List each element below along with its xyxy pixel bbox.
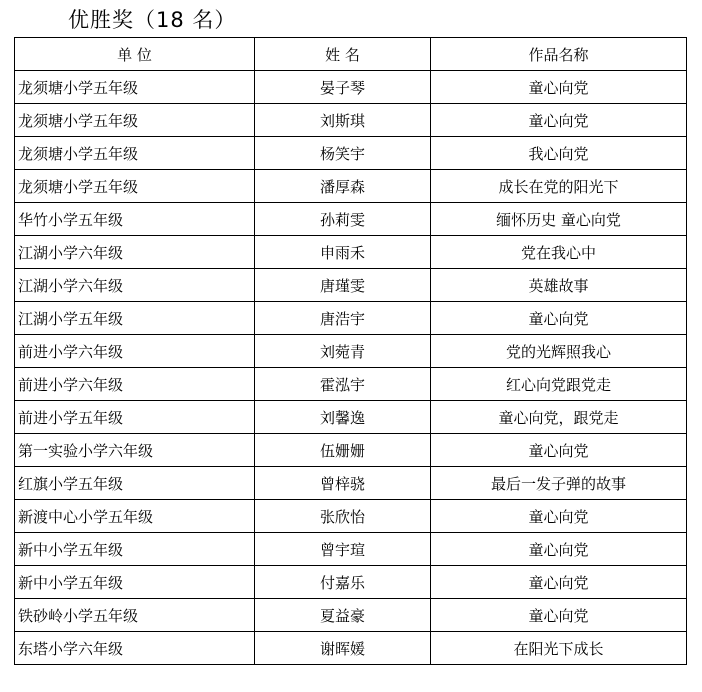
table-row [15,269,687,302]
header-unit: 单 位 [15,38,255,71]
table-row [15,533,687,566]
cell-name: 申雨禾 [255,236,431,269]
table-row [15,599,687,632]
cell-work: 童心向党 [431,566,687,599]
cell-unit: 龙须塘小学五年级 [15,104,255,137]
cell-work: 党在我心中 [431,236,687,269]
cell-work: 童心向党 [431,302,687,335]
cell-name: 唐浩宇 [255,302,431,335]
cell-unit: 江湖小学六年级 [15,269,255,302]
cell-unit: 红旗小学五年级 [15,467,255,500]
cell-work: 童心向党，跟党走 [431,401,687,434]
cell-work: 童心向党 [431,104,687,137]
cell-name: 潘厚森 [255,170,431,203]
cell-name: 曾宇瑄 [255,533,431,566]
table-row [15,566,687,599]
cell-work: 缅怀历史 童心向党 [431,203,687,236]
cell-work: 我心向党 [431,137,687,170]
cell-name: 孙莉雯 [255,203,431,236]
cell-unit: 前进小学六年级 [15,335,255,368]
table-row [15,434,687,467]
page-title: 优胜奖（18 名） [68,8,237,32]
cell-work: 英雄故事 [431,269,687,302]
cell-name: 夏益豪 [255,599,431,632]
cell-work: 童心向党 [431,500,687,533]
cell-name: 伍姗姗 [255,434,431,467]
cell-name: 谢晖媛 [255,632,431,665]
cell-work: 党的光辉照我心 [431,335,687,368]
cell-unit: 新中小学五年级 [15,566,255,599]
cell-unit: 东塔小学六年级 [15,632,255,665]
cell-unit: 龙须塘小学五年级 [15,137,255,170]
cell-unit: 龙须塘小学五年级 [15,71,255,104]
cell-unit: 铁砂岭小学五年级 [15,599,255,632]
cell-work: 红心向党跟党走 [431,368,687,401]
cell-name: 曾梓骁 [255,467,431,500]
table-row [15,632,687,665]
table-row [15,368,687,401]
cell-work: 在阳光下成长 [431,632,687,665]
cell-work: 成长在党的阳光下 [431,170,687,203]
cell-work: 童心向党 [431,434,687,467]
cell-work: 童心向党 [431,533,687,566]
cell-name: 杨笑宇 [255,137,431,170]
table-row [15,137,687,170]
cell-unit: 前进小学六年级 [15,368,255,401]
header-work: 作品名称 [431,38,687,71]
cell-name: 付嘉乐 [255,566,431,599]
table-row [15,335,687,368]
header-row [15,38,687,71]
cell-unit: 第一实验小学六年级 [15,434,255,467]
cell-name: 晏子琴 [255,71,431,104]
table-row [15,500,687,533]
cell-name: 刘馨逸 [255,401,431,434]
awards-table [14,37,687,665]
cell-name: 张欣怡 [255,500,431,533]
cell-name: 刘菀青 [255,335,431,368]
table-row [15,203,687,236]
cell-name: 唐瑾雯 [255,269,431,302]
header-name: 姓 名 [255,38,431,71]
table-row [15,170,687,203]
table-row [15,302,687,335]
cell-unit: 江湖小学五年级 [15,302,255,335]
cell-name: 霍泓宇 [255,368,431,401]
cell-unit: 江湖小学六年级 [15,236,255,269]
table-row [15,104,687,137]
table-header [15,38,687,71]
table-row [15,71,687,104]
table-row [15,401,687,434]
cell-unit: 华竹小学五年级 [15,203,255,236]
cell-work: 童心向党 [431,599,687,632]
table-row [15,236,687,269]
cell-unit: 新渡中心小学五年级 [15,500,255,533]
cell-unit: 新中小学五年级 [15,533,255,566]
table-row [15,467,687,500]
cell-work: 童心向党 [431,71,687,104]
cell-name: 刘斯琪 [255,104,431,137]
cell-unit: 龙须塘小学五年级 [15,170,255,203]
cell-unit: 前进小学五年级 [15,401,255,434]
table-body [15,71,687,665]
cell-work: 最后一发子弹的故事 [431,467,687,500]
